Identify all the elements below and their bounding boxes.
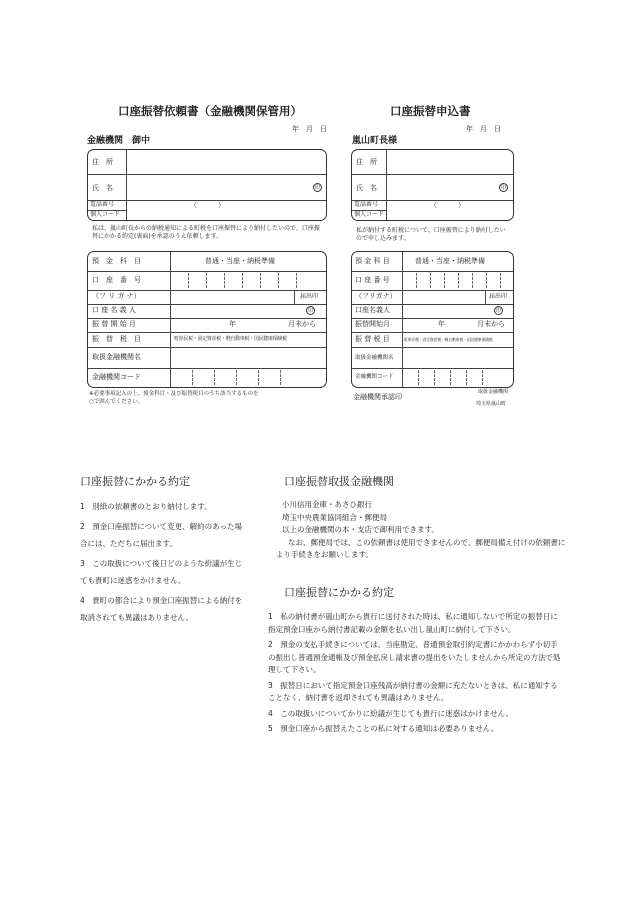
right-personal-code-label: 個人コード (354, 211, 385, 218)
left-furigana-field[interactable] (172, 291, 292, 303)
right-form-title: 口座振替申込書 (390, 104, 471, 118)
right-registered-seal-label: 届出印 (489, 293, 508, 300)
agreement-left-item: 1 別紙の依頼書のとおり納付します。 (80, 502, 212, 511)
left-deposit-type-label: 預 金 科 目 (92, 257, 141, 265)
left-holder-field[interactable] (172, 305, 292, 317)
left-account-number-field[interactable] (172, 272, 324, 289)
left-holder-label: 口 座 名 義 人 (92, 306, 136, 314)
right-tax-items-value[interactable]: 町県民税・固定資産税・軽自動車税・国民健康保険税 (404, 337, 493, 342)
right-bank-name-field[interactable] (404, 348, 511, 367)
left-name-seal-icon: 印 (314, 185, 320, 191)
left-applicant-box (87, 149, 327, 221)
left-name-label: 氏 名 (92, 184, 113, 192)
right-furigana-field[interactable] (404, 291, 483, 303)
right-name-label: 氏 名 (356, 184, 377, 192)
right-bank-name-label: 取扱金融機関名 (355, 355, 394, 361)
left-deposit-type-value[interactable]: 普通・当座・納税準備 (205, 257, 275, 265)
agreement-right-item: 4 この取扱いについてかりに紛議が生じても貴行に迷惑はかけません。 (268, 708, 514, 718)
right-start-month-year[interactable]: 年 (438, 320, 445, 328)
right-account-number-field[interactable] (404, 272, 511, 289)
right-phone-field[interactable]: （ ） (430, 201, 465, 209)
agreement-left-list (80, 498, 248, 626)
left-form-date: 年 月 日 (292, 125, 327, 133)
left-form-addressee: 金融機関 御中 (87, 136, 151, 146)
left-personal-code-label: 個人コード (90, 211, 121, 218)
banks-line: 小川信用金庫・あさひ銀行 (282, 500, 372, 509)
left-name-field[interactable] (128, 177, 308, 198)
left-form-title: 口座振替依頼書（金融機関保管用） (118, 104, 302, 118)
left-form-note: 私は、嵐山町長からの納税通知による町税を口座振替により納付したいので、口座振替にかかる約定(裏面)を承認のうえ依頼します。 (92, 225, 320, 240)
left-tax-items-value[interactable]: 町県民税・固定資産税・軽自動車税・国民健康保険税 (174, 336, 287, 342)
left-start-month-suffix: 月末から (288, 320, 316, 328)
agreement-right-title: 口座振替にかかる約定 (284, 586, 394, 599)
right-tax-items-label: 振 替 税 目 (355, 335, 390, 343)
left-start-month-label: 振 替 開 始 月 (92, 320, 136, 328)
agreement-left-item: 3 この取扱について後日どのような紛議が生じても貴町に迷惑をかけません。 (80, 559, 243, 585)
banks-line: なお、郵便局では、この依頼書は使用できませんので、郵便局備え付けの依頼書により手続きをお願いします。 (276, 537, 566, 559)
agreement-left-title: 口座振替にかかる約定 (80, 475, 190, 488)
agreement-right-item: 1 私の納付書が嵐山町から貴行に送付された時は、私に通知しないで所定の振替日に指定預金口座から納付書記載の金額を払い出し嵐山町に納付して下さい。 (268, 612, 558, 634)
left-address-label: 住 所 (92, 158, 113, 166)
left-form-footnote: ※必要事項記入の上、預金科目・及び振替税目のうち該当するものを○で囲んでください。 (89, 391, 259, 405)
left-bank-code-field[interactable] (172, 369, 324, 386)
left-tax-items-label: 振 替 税 目 (92, 335, 141, 343)
right-furigana-label: （フリガナ） (355, 292, 397, 300)
right-form-addressee: 嵐山町長様 (352, 136, 398, 146)
banks-title: 口座振替取扱金融機関 (284, 475, 394, 488)
approval-label: 金融機関承認印 (353, 393, 402, 401)
left-address-field[interactable] (128, 152, 324, 173)
left-bank-name-field[interactable] (172, 348, 324, 367)
right-deposit-type-value[interactable]: 普通・当座・納税準備 (415, 257, 485, 265)
right-name-seal-icon: 印 (500, 185, 506, 191)
right-address-label: 住 所 (356, 158, 377, 166)
right-account-number-label: 口 座 番 号 (355, 276, 390, 284)
banks-line: 以上の金融機関の本・支店で御利用できます。 (282, 525, 439, 534)
agreement-right-item: 5 預金口座から振替えたことの私に対する通知は必要ありません。 (268, 724, 499, 733)
right-phone-label: 電話番号 (354, 201, 379, 208)
left-phone-label: 電話番号 (90, 201, 115, 208)
approval-right-top: 取扱金融機関 (478, 389, 509, 395)
left-bank-code-label: 金融機関コード (92, 373, 141, 381)
right-holder-field[interactable] (404, 305, 483, 317)
left-account-box (87, 251, 327, 388)
right-account-box (351, 251, 514, 388)
agreement-right-item: 3 振替日において指定預金口座残高が納付書の金額に充たないときは、私に通知することなく、納付書を返却されても異議はありません。 (268, 680, 558, 702)
right-start-month-label: 振替開始月 (355, 320, 390, 328)
agreement-right-list (268, 611, 564, 736)
left-furigana-label: （フ リ ガ ナ） (92, 292, 141, 300)
right-form-date: 年 月 日 (466, 125, 501, 133)
approval-right-bottom: 埼玉県嵐山町 (476, 401, 507, 407)
left-start-month-year[interactable]: 年 (229, 320, 236, 328)
right-deposit-type-label: 預 金 科 目 (355, 257, 390, 265)
agreement-right-item: 2 預金の支払手続きについては、当座勘定、普通預金取引約定書にかかわらず小切手の振出し普通預金通帳及び預金払戻し請求書の提出をいたしませんから所定の方法で処理して下さい。 (268, 640, 561, 674)
left-bank-name-label: 取扱金融機関名 (92, 353, 141, 361)
banks-line: 埼玉中央農業協同組合・郵便局 (282, 512, 387, 522)
left-phone-field[interactable]: （ ） (190, 201, 225, 209)
left-registered-seal-label: 届出印 (300, 293, 319, 300)
left-holder-seal-icon: 印 (307, 308, 313, 314)
right-form-note: 私が納付する町税について、口座振替により納付したいので申し込みます。 (356, 227, 506, 242)
right-applicant-box (351, 149, 514, 221)
right-bank-code-field[interactable] (404, 369, 511, 386)
right-address-field[interactable] (388, 152, 511, 173)
right-holder-label: 口座名義人 (355, 306, 390, 314)
right-start-month-suffix: 月末から (477, 320, 505, 328)
agreement-left-item: 4 貴町の都合により預金口座振替による納付を取消されても異議はありません。 (80, 596, 243, 622)
left-account-number-label: 口 座 番 号 (92, 276, 141, 284)
right-bank-code-label: 金融機関コード (355, 374, 394, 380)
right-holder-seal-icon: 印 (495, 308, 501, 314)
right-name-field[interactable] (388, 177, 495, 198)
banks-list (276, 499, 566, 562)
agreement-left-item: 2 預金口座振替について変更、解約のあった場合には、ただちに届出ます。 (80, 522, 243, 548)
